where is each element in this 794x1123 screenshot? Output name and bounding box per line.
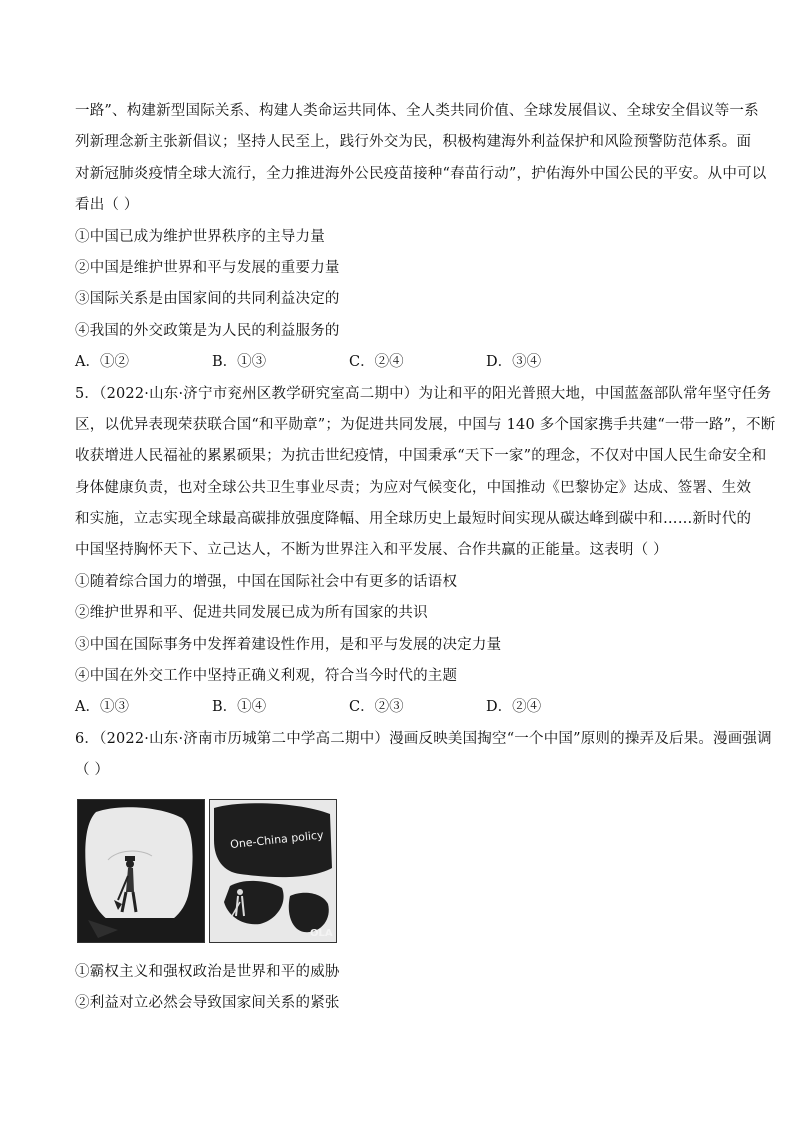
question-5-statements: [75, 567, 725, 693]
stem-line: 6．（2022·山东·济南市历城第二中学高二期中）漫画反映美国掏空“一个中国”原则的操弄及后果。漫画强调: [75, 730, 772, 747]
statement: ①霸权主义和强权政治是世界和平的威胁: [75, 963, 340, 980]
question-4-stem: [75, 96, 767, 222]
question-6-statements: [75, 957, 725, 1020]
statement: ②维护世界和平、促进共同发展已成为所有国家的共识: [75, 605, 428, 622]
stem-line: 和实施，立志实现全球最高碳排放强度降幅、用全球历史上最短时间实现从碳达峰到碳中和……新时代的: [75, 511, 752, 528]
statement: ③中国在国际事务中发挥着建设性作用，是和平与发展的决定力量: [75, 636, 502, 653]
statement: ④中国在外交工作中坚持正确义利观，符合当今时代的主题: [75, 668, 458, 685]
option-b[interactable]: B．①④: [212, 699, 267, 716]
option-a[interactable]: A．①③: [75, 699, 129, 716]
stem-line: 5．（2022·山东·济宁市兖州区教学研究室高二期中）为让和平的阳光普照大地，中国蓝盔部队常年坚守任务: [75, 385, 772, 402]
option-b[interactable]: B．①③: [212, 354, 267, 371]
stem-line: 身体健康负责，也对全球公共卫生事业尽责；为应对气候变化，中国推动《巴黎协定》达成、签署、生效: [75, 479, 752, 496]
cartoon-panel-right: [209, 799, 337, 943]
question-6-stem: [75, 724, 772, 787]
stem-line: 中国坚持胸怀天下、立己达人，不断为世界注入和平发展、合作共赢的正能量。这表明（ ）: [75, 542, 668, 559]
stem-line: 一路”、构建新型国际关系、构建人类命运共同体、全人类共同价值、全球发展倡议、全球安全倡议等一系: [75, 103, 759, 119]
statement: ②利益对立必然会导致国家间关系的紧张: [75, 994, 340, 1011]
question-4-options: [75, 347, 725, 378]
cartoon-panel-left: [77, 799, 205, 943]
stem-line: （ ）: [75, 762, 110, 779]
page: [75, 96, 776, 1019]
stem-line: 看出（ ）: [75, 197, 139, 214]
statement: ④我国的外交政策是为人民的利益服务的: [75, 322, 340, 339]
cartoon-figure: [77, 799, 725, 943]
statement: ①中国已成为维护世界秩序的主导力量: [75, 228, 325, 245]
cartoon-signature: OLA: [310, 927, 333, 939]
question-5-stem: [75, 379, 776, 567]
stem-line: 收获增进人民福祉的累累硕果；为抗击世纪疫情，中国秉承“天下一家”的理念，不仅对中国人民生命安全和: [75, 448, 767, 465]
stem-line: 区，以优异表现荣获联合国“和平勋章”；为促进共同发展，中国与 140 多个国家携手共建“一带一路”，不断: [75, 416, 776, 433]
question-4-statements: [75, 222, 725, 348]
option-c[interactable]: C．②④: [349, 354, 404, 371]
option-d[interactable]: D．③④: [486, 354, 542, 371]
option-a[interactable]: A．①②: [75, 354, 129, 371]
option-d[interactable]: D．②④: [486, 699, 542, 716]
statement: ②中国是维护世界和平与发展的重要力量: [75, 259, 340, 276]
option-c[interactable]: C．②③: [349, 699, 404, 716]
stem-line: 列新理念新主张新倡议；坚持人民至上，践行外交为民，积极构建海外利益保护和风险预警防范体系。面: [75, 134, 752, 151]
stem-line: 对新冠肺炎疫情全球大流行，全力推进海外公民疫苗接种“春苗行动”，护佑海外中国公民的平安。从中可以: [75, 165, 767, 182]
statement: ①随着综合国力的增强，中国在国际社会中有更多的话语权: [75, 573, 458, 590]
question-5-options: [75, 692, 725, 723]
statement: ③国际关系是由国家间的共同利益决定的: [75, 291, 340, 308]
cartoon-caption: One-China policy: [229, 828, 325, 851]
